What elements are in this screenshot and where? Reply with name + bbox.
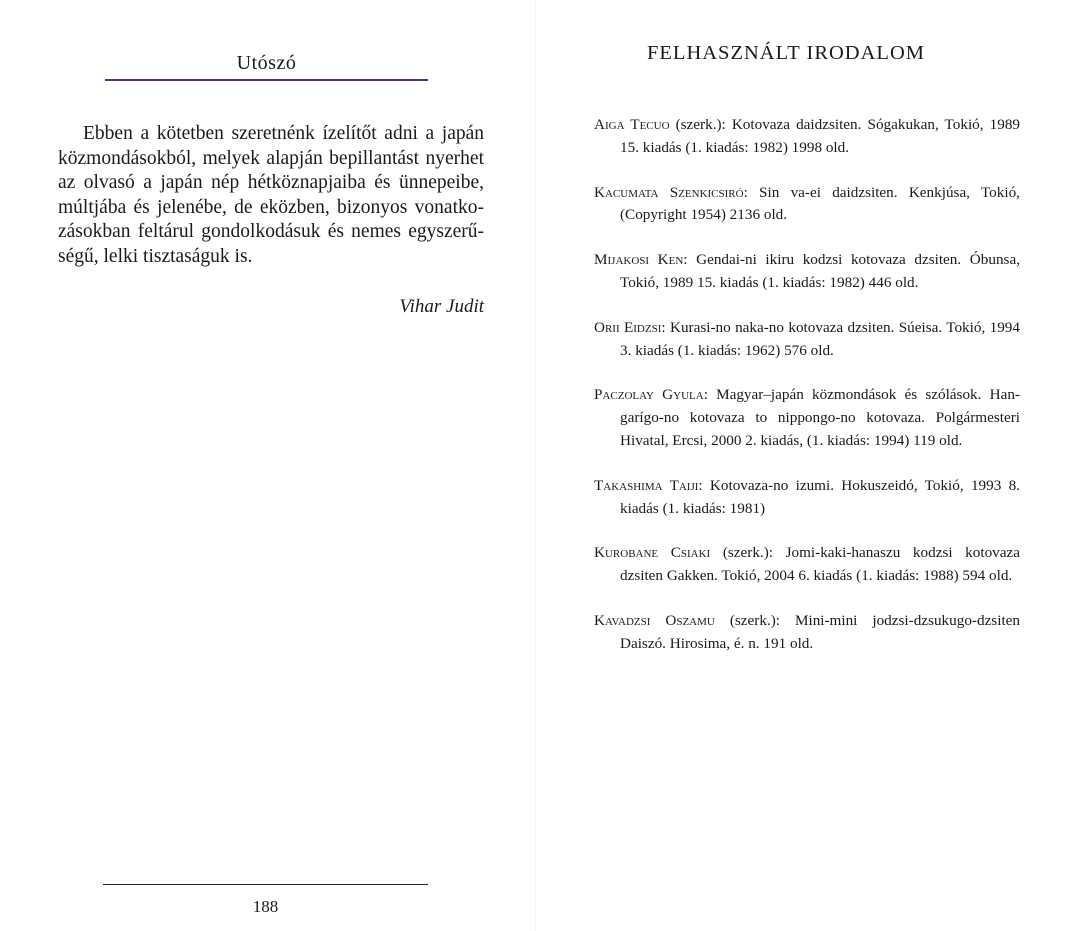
entry-author: Aiga Tecuo (594, 116, 670, 133)
page-number: 188 (252, 897, 279, 916)
entry-author: Mijakosi Ken (594, 251, 684, 269)
entry-author: Kavadzsi Oszamu (594, 611, 715, 629)
entry-text: (szerk.): Kotovaza daidzsiten. Sógakukan, Tokió, 1989 15. kiadás (1. kiadás: 1982) 1998 old. (620, 116, 1021, 156)
entry-text: (szerk.): Jomi-kaki-hanaszu kodzsi kotovaza dzsiten Gakken. Tokió, 2004 6. kiadás (1. kiadás: 1988) 594 old. (620, 544, 1021, 585)
bibliography-entry (594, 249, 1020, 295)
entry-author: Kacumata Szenkicsiró (594, 183, 744, 201)
bibliography-entry (594, 182, 1020, 228)
author-signature: Vihar Judit (399, 296, 484, 317)
entry-text: : Kurasi-no naka-no kotovaza dzsiten. Súeisa. Tokió, 1994 3. kiadás (1. kiadás: 1962) 576 old. (620, 318, 1020, 359)
entry-author: Takashima Taiji (594, 476, 699, 494)
header-rule (105, 79, 428, 81)
bibliography-entry (594, 317, 1020, 363)
entry-text: (szerk.): Mini-mini jodzsi-dzsukugo-dzsiten Daiszó. Hirosima, é. n. 191 old. (620, 611, 1020, 652)
entry-text: : Magyar–japán közmondások és szólások. Han-garígo-no kotovaza to nippongo-no kotovaza. Polgármesteri Hivatal, Ercsi, 2000 2. kiadás, (1. kiadás: 1994) 119 old. (620, 386, 1020, 449)
footer-rule (103, 884, 428, 885)
bibliography-list (594, 114, 1020, 678)
bibliography-entry (594, 542, 1020, 588)
right-page (536, 0, 1071, 931)
bibliography-entry (594, 384, 1020, 452)
entry-text: : Kotovaza-no izumi. Hokuszeidó, Tokió, 1993 8. kiadás (1. kiadás: 1981) (620, 476, 1020, 517)
entry-author: Orii Eidzsi (594, 318, 662, 336)
entry-text: : Gendai-ni ikiru kodzsi kotovaza dzsiten. Óbunsa, Tokió, 1989 15. kiadás (1. kiadás: 1982) 446 old. (620, 251, 1020, 291)
entry-author: Kurobane Csiaki (594, 544, 711, 562)
entry-author: Paczolay Gyula (594, 386, 704, 404)
afterword-paragraph: Ebben a kötetben szeretnénk ízelítőt adni a japán közmondásokból, melyek alapján bepillantást nyerhet az olvasó a japán nép hétköznapjaiba és ünnepeibe, múltjába és jelenébe, de eközben, bizonyos vonatko-zásokban feltárul gondolkodásuk és nemes egyszerű-ségű, lelki tisztaságuk is. (58, 123, 484, 267)
bibliography-entry (594, 475, 1020, 521)
bibliography-entry (594, 114, 1020, 160)
bibliography-entry (594, 610, 1020, 656)
entry-text: : Sin va-ei daidzsiten. Kenkjúsa, Tokió, (Copyright 1954) 2136 old. (620, 183, 1020, 224)
bibliography-title: FELHASZNÁLT IRODALOM (647, 42, 925, 64)
left-page (0, 0, 535, 931)
running-head: Utószó (236, 52, 297, 74)
